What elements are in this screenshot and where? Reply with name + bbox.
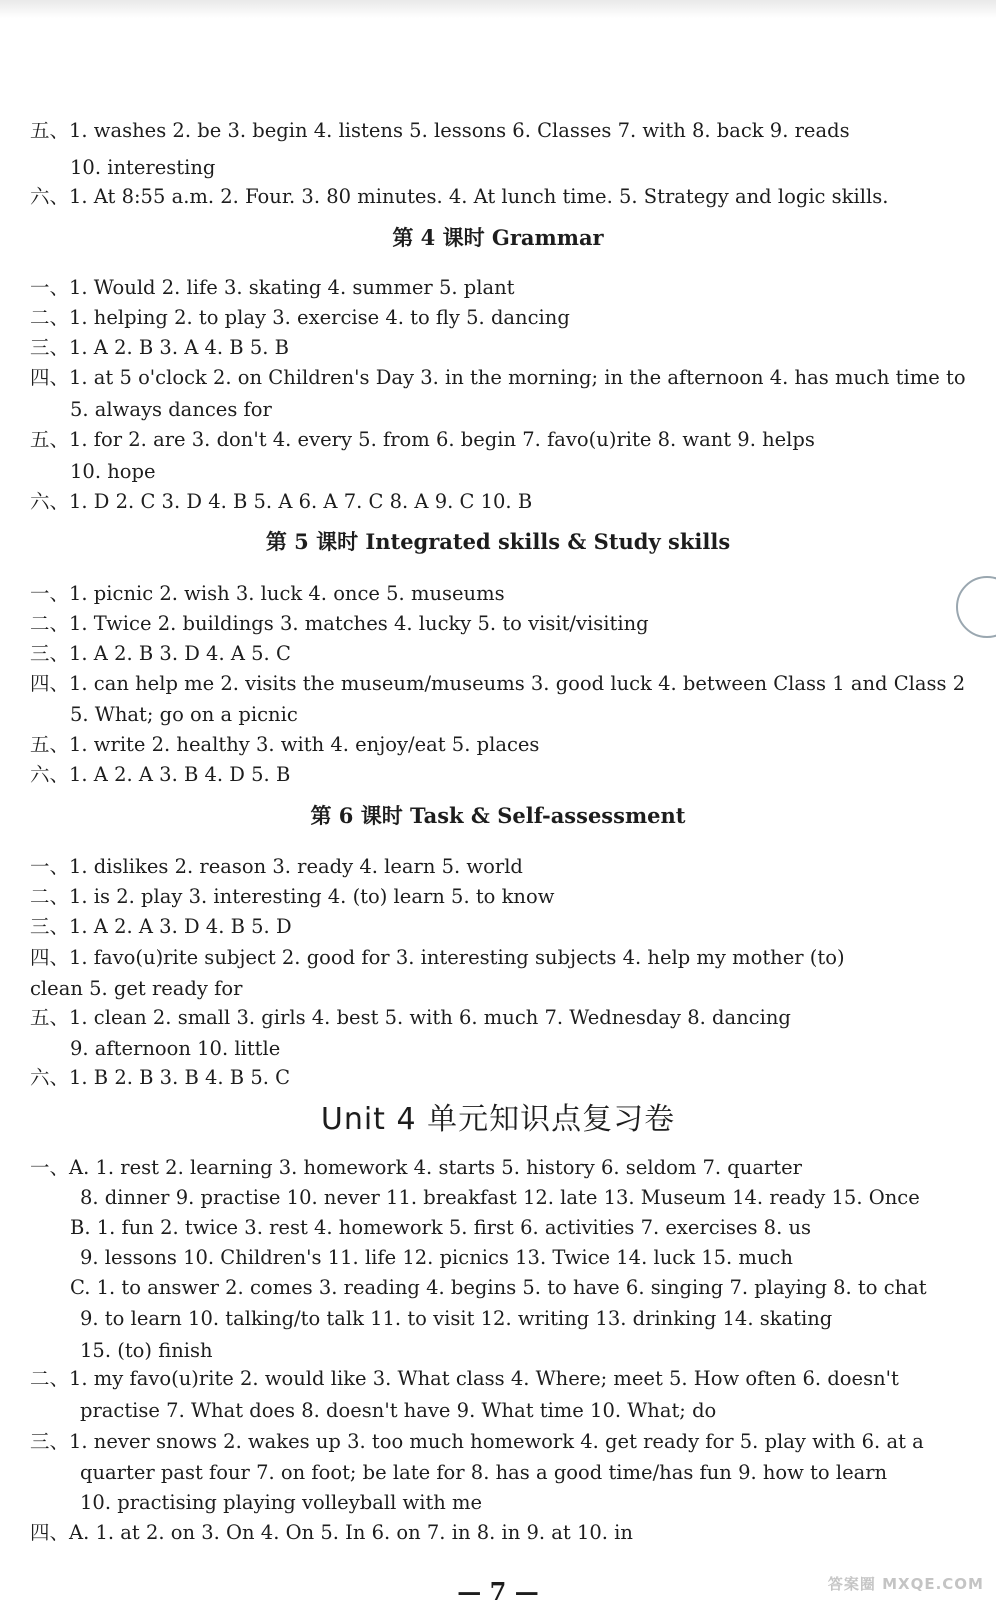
answer-line: 一、A. 1. rest 2. learning 3. homework 4. starts 5. history 6. seldom 7. quarter xyxy=(30,1156,802,1179)
answer-line: 一、1. dislikes 2. reason 3. ready 4. learn 5. world xyxy=(30,855,523,878)
answer-line: 五、1. washes 2. be 3. begin 4. listens 5. lessons 6. Classes 7. with 8. back 9. reads xyxy=(30,119,850,142)
answer-line: quarter past four 7. on foot; be late for 8. has a good time/has fun 9. how to learn xyxy=(80,1461,888,1484)
answer-line: 二、1. Twice 2. buildings 3. matches 4. lucky 5. to visit/visiting xyxy=(30,612,649,635)
answer-line: 一、1. picnic 2. wish 3. luck 4. once 5. museums xyxy=(30,582,505,605)
answer-line: 三、1. A 2. A 3. D 4. B 5. D xyxy=(30,915,292,938)
watermark: 答案圈 MXQE.COM xyxy=(827,1575,984,1593)
answer-line: 8. dinner 9. practise 10. never 11. breakfast 12. late 13. Museum 14. ready 15. Once xyxy=(80,1186,920,1209)
answer-line: 六、1. D 2. C 3. D 4. B 5. A 6. A 7. C 8. A 9. C 10. B xyxy=(30,490,533,513)
answer-line: 15. (to) finish xyxy=(80,1339,213,1362)
answer-line: 四、1. can help me 2. visits the museum/museums 3. good luck 4. between Class 1 and Class 2 xyxy=(30,672,966,695)
answer-line: 二、1. helping 2. to play 3. exercise 4. to fly 5. dancing xyxy=(30,306,570,329)
page-number: — 7 — xyxy=(457,1577,539,1606)
answer-line: 四、A. 1. at 2. on 3. On 4. On 5. In 6. on 7. in 8. in 9. at 10. in xyxy=(30,1521,633,1544)
answer-line: 10. practising playing volleyball with me xyxy=(80,1491,483,1514)
answer-line: 9. lessons 10. Children's 11. life 12. picnics 13. Twice 14. luck 15. much xyxy=(80,1246,793,1269)
answer-line: 10. hope xyxy=(70,460,156,483)
answer-line: 二、1. my favo(u)rite 2. would like 3. What class 4. Where; meet 5. How often 6. doesn't xyxy=(30,1367,899,1390)
answer-line: clean 5. get ready for xyxy=(30,977,243,1000)
answer-line: 五、1. write 2. healthy 3. with 4. enjoy/eat 5. places xyxy=(30,733,540,756)
answer-line: 9. afternoon 10. little xyxy=(70,1037,281,1060)
answer-line: practise 7. What does 8. doesn't have 9. What time 10. What; do xyxy=(80,1399,717,1422)
answer-line: 二、1. is 2. play 3. interesting 4. (to) learn 5. to know xyxy=(30,885,555,908)
answer-line: 六、1. A 2. A 3. B 4. D 5. B xyxy=(30,763,291,786)
answer-line: 三、1. A 2. B 3. A 4. B 5. B xyxy=(30,336,289,359)
section-heading: 第 6 课时 Task & Self-assessment xyxy=(310,803,686,828)
answer-line: 六、1. At 8:55 a.m. 2. Four. 3. 80 minutes. 4. At lunch time. 5. Strategy and logic skills. xyxy=(30,185,889,208)
unit-title: Unit 4 单元知识点复习卷 xyxy=(320,1102,676,1137)
answer-line: 五、1. clean 2. small 3. girls 4. best 5. with 6. much 7. Wednesday 8. dancing xyxy=(30,1006,791,1029)
answer-line: C. 1. to answer 2. comes 3. reading 4. begins 5. to have 6. singing 7. playing 8. to chat xyxy=(70,1276,927,1299)
answer-line: 四、1. favo(u)rite subject 2. good for 3. interesting subjects 4. help my mother (to) xyxy=(30,946,845,969)
answer-line: 一、1. Would 2. life 3. skating 4. summer 5. plant xyxy=(30,276,515,299)
answer-line: 9. to learn 10. talking/to talk 11. to visit 12. writing 13. drinking 14. skating xyxy=(80,1307,833,1330)
answer-line: 5. always dances for xyxy=(70,398,272,421)
answer-line: 四、1. at 5 o'clock 2. on Children's Day 3. in the morning; in the afternoon 4. has much time to xyxy=(30,366,966,389)
answer-line: 六、1. B 2. B 3. B 4. B 5. C xyxy=(30,1066,291,1089)
section-heading: 第 5 课时 Integrated skills & Study skills xyxy=(265,529,731,554)
answer-line: 10. interesting xyxy=(70,156,216,179)
answer-line: 三、1. A 2. B 3. D 4. A 5. C xyxy=(30,642,291,665)
section-heading: 第 4 课时 Grammar xyxy=(392,225,604,250)
answer-line: B. 1. fun 2. twice 3. rest 4. homework 5. first 6. activities 7. exercises 8. us xyxy=(70,1216,812,1239)
scan-top-edge xyxy=(0,0,996,18)
answer-line: 三、1. never snows 2. wakes up 3. too much homework 4. get ready for 5. play with 6. at a xyxy=(30,1430,924,1453)
answer-line: 5. What; go on a picnic xyxy=(70,703,298,726)
answer-line: 五、1. for 2. are 3. don't 4. every 5. from 6. begin 7. favo(u)rite 8. want 9. helps xyxy=(30,428,815,451)
